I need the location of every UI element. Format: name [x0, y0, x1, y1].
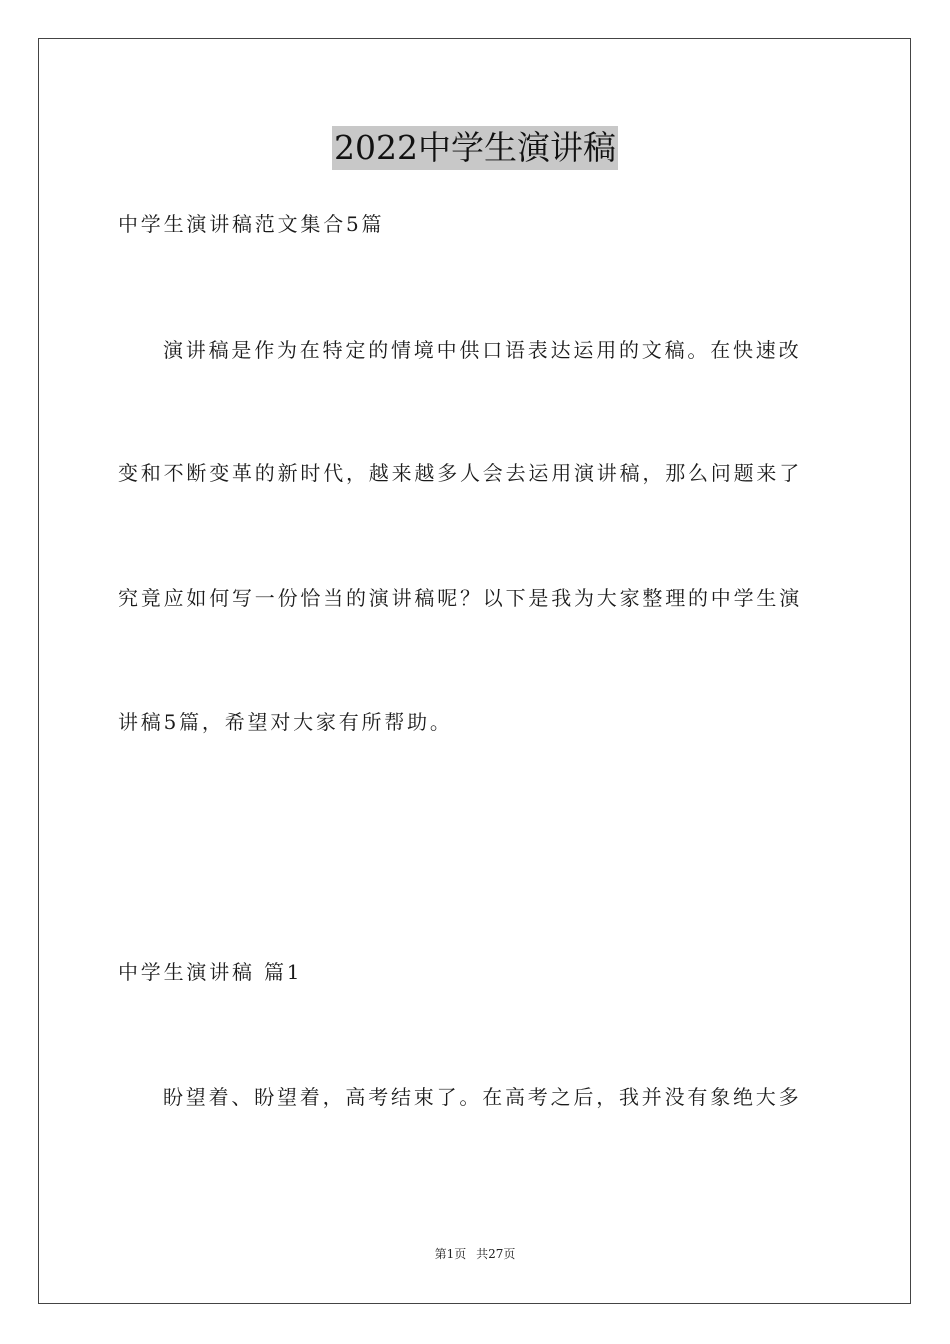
section-heading: 中学生演讲稿 篇1 — [118, 960, 303, 984]
paragraph-line: 讲稿5篇，希望对大家有所帮助。 — [118, 710, 453, 734]
paragraph-line: 盼望着、盼望着，高考结束了。在高考之后，我并没有象绝大多 — [163, 1085, 802, 1109]
paragraph-line: 究竟应如何写一份恰当的演讲稿呢？以下是我为大家整理的中学生演 — [118, 586, 802, 610]
document-subtitle: 中学生演讲稿范文集合5篇 — [118, 212, 385, 236]
page-number: 第1页 — [434, 1247, 467, 1261]
page-footer — [0, 1246, 950, 1262]
paragraph-line: 演讲稿是作为在特定的情境中供口语表达运用的文稿。在快速改 — [163, 338, 802, 362]
title-container — [0, 126, 950, 170]
document-title: 2022中学生演讲稿 — [332, 126, 618, 170]
page-total: 共27页 — [476, 1247, 516, 1261]
paragraph-line: 变和不断变革的新时代，越来越多人会去运用演讲稿，那么问题来了 — [118, 461, 802, 485]
